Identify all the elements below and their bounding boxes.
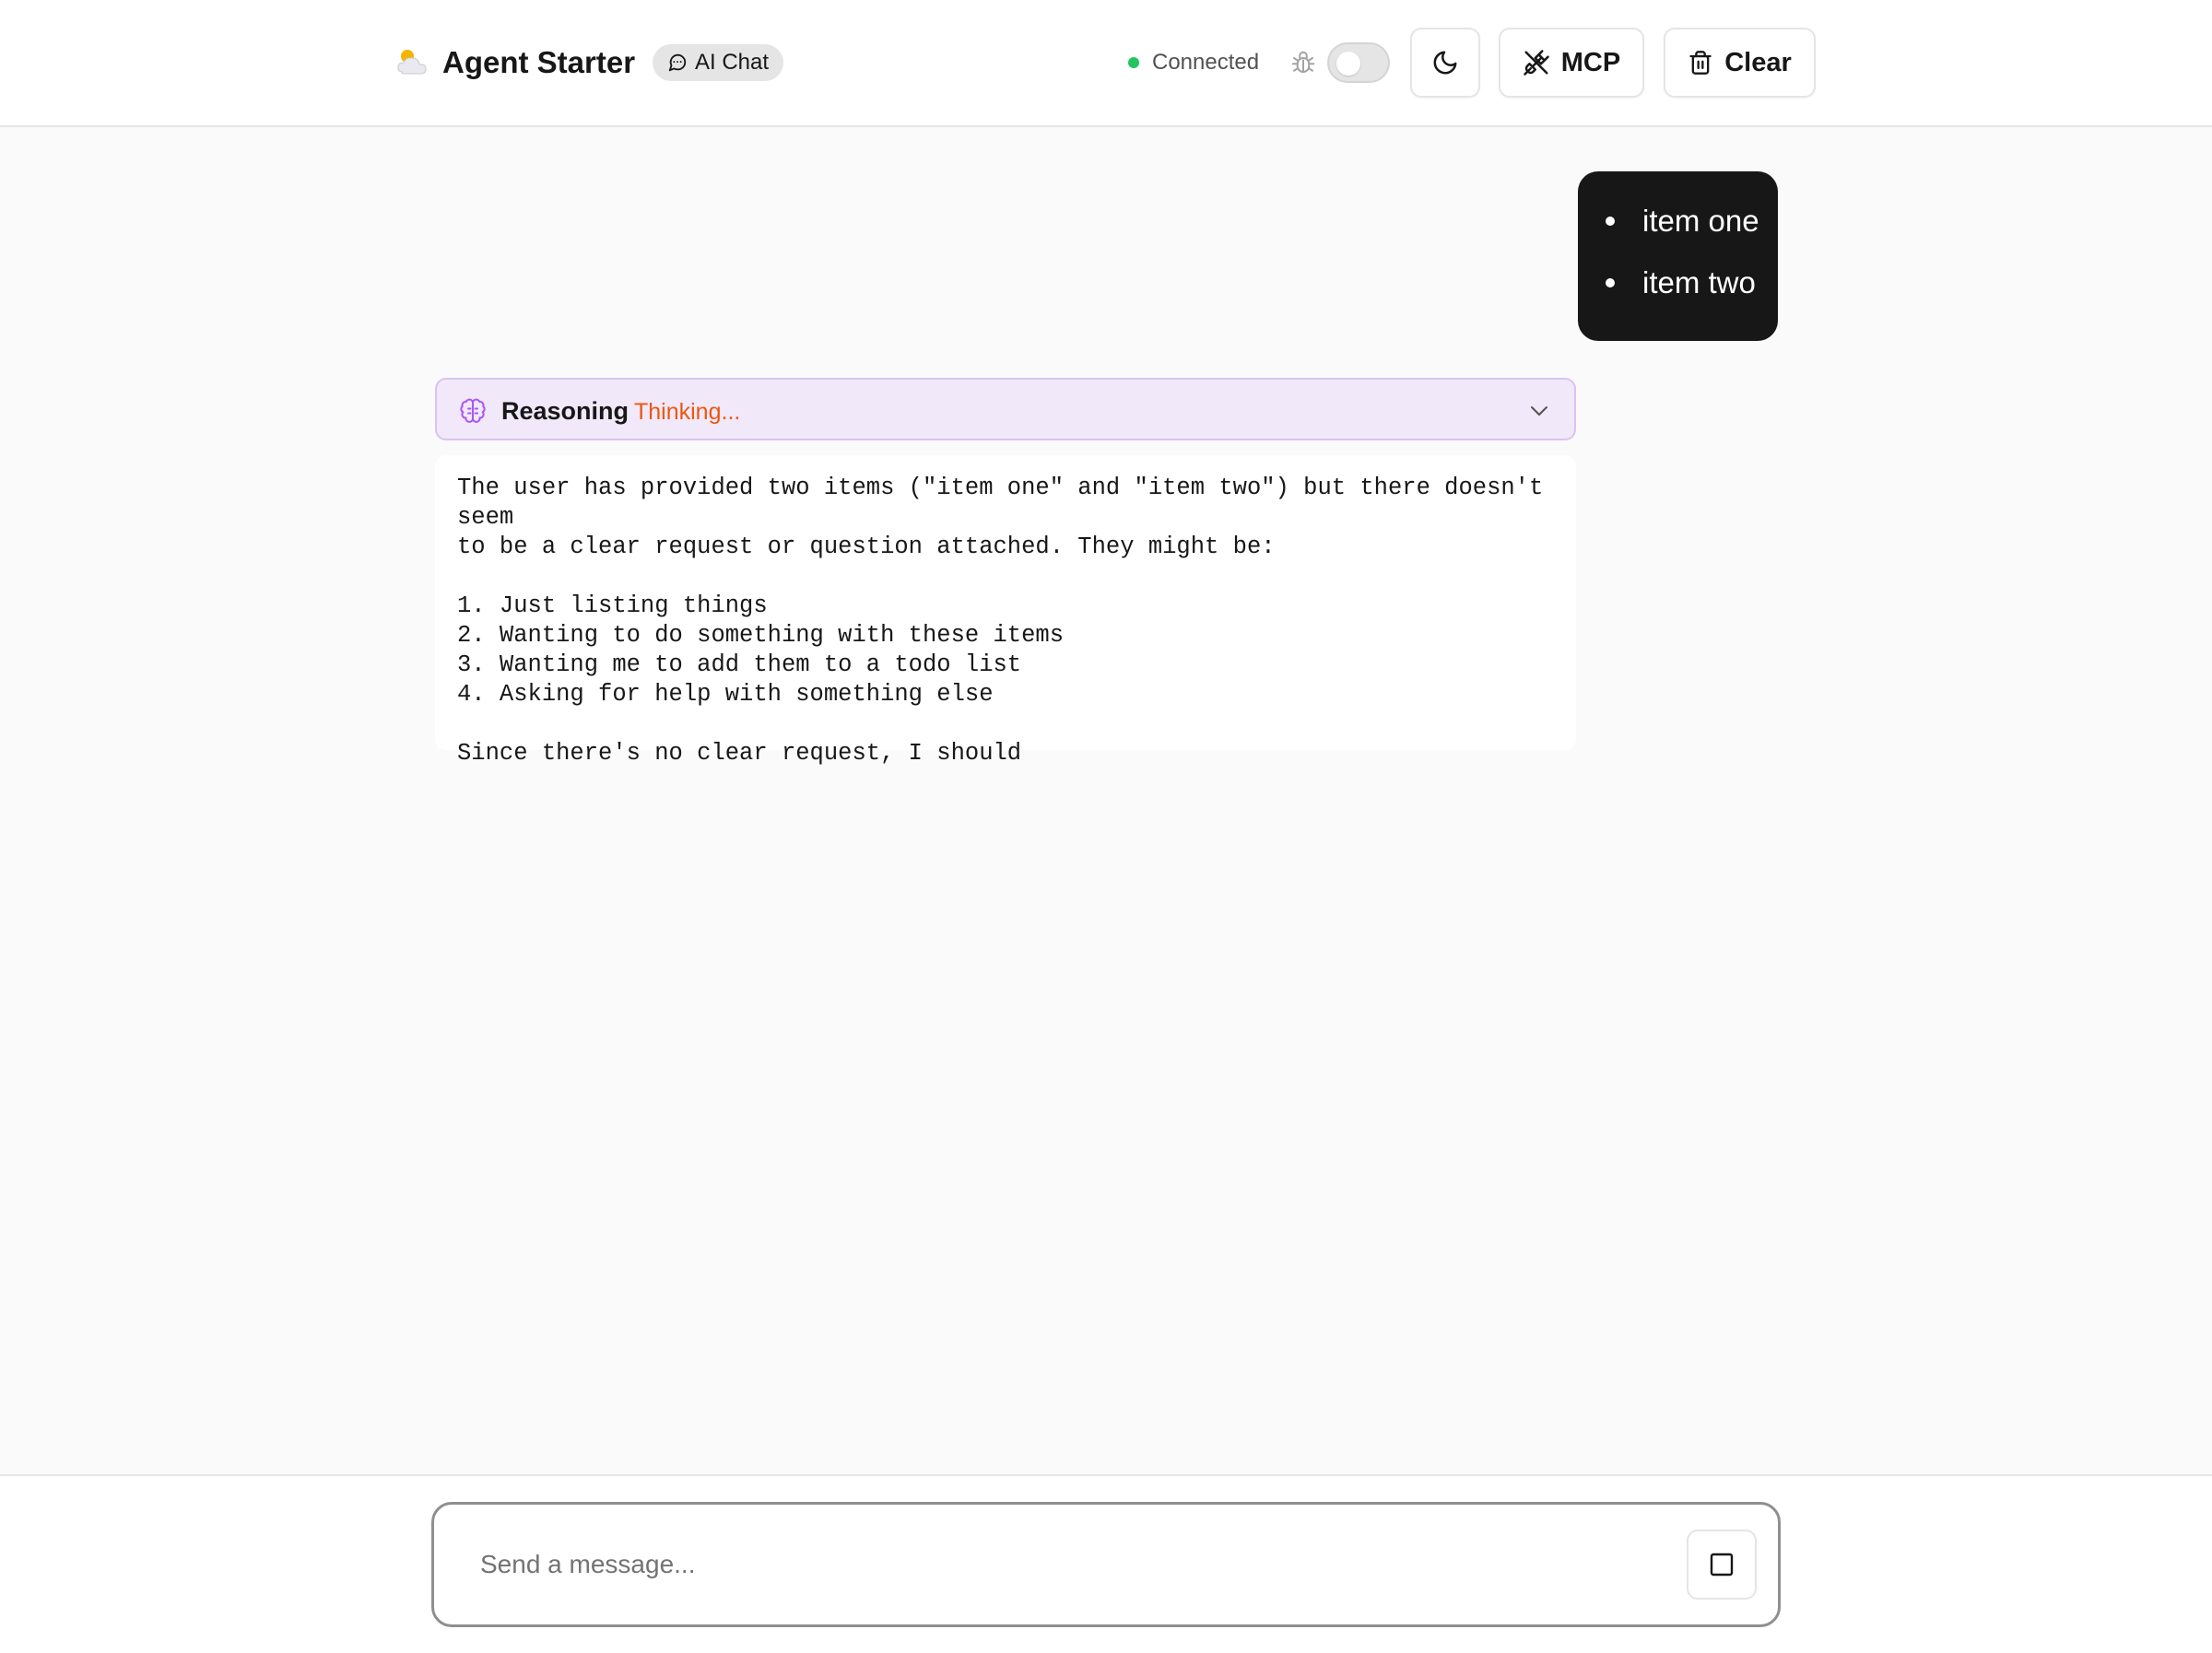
app-title: Agent Starter [442, 45, 636, 79]
sun-behind-cloud-icon [394, 44, 431, 81]
list-item: item one [1600, 190, 1778, 252]
plug-off-icon [1523, 49, 1550, 76]
list-item: item two [1600, 252, 1778, 313]
message-input[interactable] [480, 1542, 1632, 1588]
toggle-knob [1336, 52, 1360, 76]
reasoning-label: Reasoning [501, 397, 629, 425]
mode-badge-label: AI Chat [695, 50, 770, 75]
trash-icon [1688, 49, 1713, 76]
reasoning-toggle[interactable] [435, 378, 1576, 440]
user-message [1578, 171, 1778, 341]
user-message-list [1578, 171, 1778, 313]
brain-icon [459, 397, 487, 429]
status-text: Connected [1152, 50, 1260, 75]
brand [394, 42, 635, 83]
mcp-button[interactable] [1499, 28, 1644, 98]
mode-badge [653, 44, 783, 81]
message-circle-icon [667, 53, 688, 73]
debug-toggle[interactable] [1327, 42, 1390, 83]
mcp-button-label: MCP [1560, 47, 1621, 77]
bug-icon [1289, 49, 1317, 81]
clear-button[interactable] [1664, 28, 1816, 98]
message-composer [431, 1502, 1781, 1627]
stop-icon [1710, 1553, 1734, 1577]
reasoning-content: The user has provided two items ("item one" and "item two") but there doesn't seem to be a clear request or question attached. They might be: 1. Just listing things 2. Wanting to do something with these items 3. Wanting me to add them to a todo list 4. Asking for help with something else Since there's no clear request, I should [435, 455, 1576, 750]
connection-status [1128, 46, 1259, 79]
moon-icon [1431, 49, 1459, 76]
stop-button[interactable] [1687, 1530, 1757, 1600]
chevron-down-icon [1528, 402, 1550, 425]
clear-button-label: Clear [1724, 47, 1792, 77]
app-header [0, 0, 2212, 127]
theme-toggle-button[interactable] [1410, 28, 1480, 98]
status-dot [1128, 57, 1139, 68]
thinking-status: Thinking... [634, 399, 741, 425]
